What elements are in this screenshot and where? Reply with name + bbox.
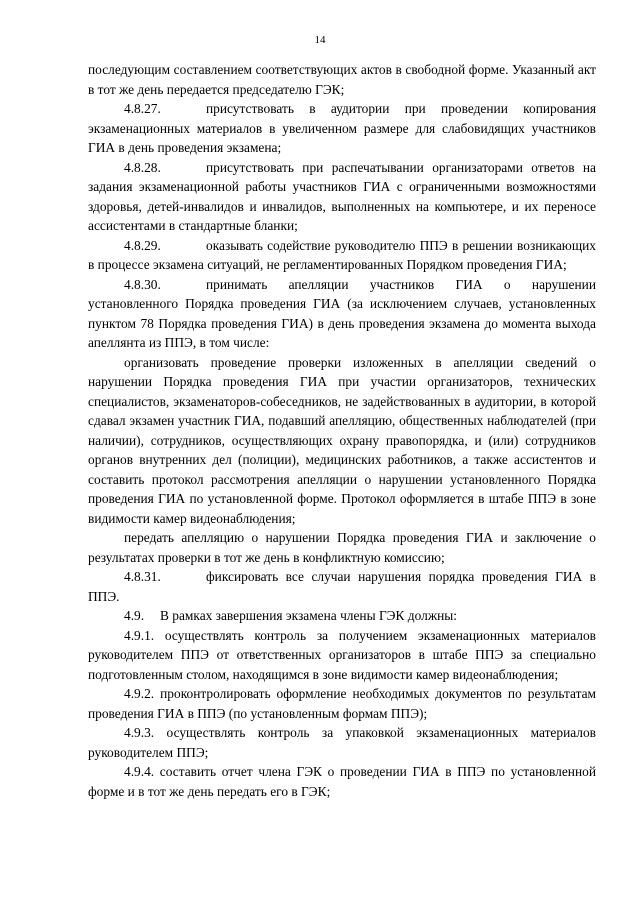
clause-text: принимать апелляции участников ГИА о нарушении установленного Порядка проведения ГИА (за исключением случаев, установленных пунктом 78 Порядка проведения ГИА) в день проведения экзамена до момента выхода апеллянта из ППЭ, в том числе: <box>88 276 596 350</box>
document-body <box>88 60 596 801</box>
paragraph-continuation <box>88 60 596 99</box>
clause-text: фиксировать все случаи нарушения порядка проведения ГИА в ППЭ. <box>88 569 596 604</box>
clause-4-8-31 <box>88 567 596 606</box>
paragraph-text: организовать проведение проверки изложенных в апелляции сведений о нарушении Порядка проведения ГИА при участии организаторов, технических специалистов, экзаменаторов-собеседников, не задействованных в аудитории, в которой сдавал экзамен участник ГИА, подавший апелляцию, общественных наблюдателей (при наличии), сотрудников, осуществляющих охрану правопорядка, и (или) сотрудников органов внутренних дел (полиции), медицинских работников, а также ассистентов и составить протокол рассмотрения апелляции о нарушении установленного Порядка проведения ГИА по установленной форме. Протокол оформляется в штабе ППЭ в зоне видимости камер видеонаблюдения; <box>88 354 596 526</box>
clause-number: 4.8.31. <box>124 569 161 584</box>
clause-text: присутствовать при распечатывании организаторами ответов на задания экзаменационной работы участников ГИА с ограниченными возможностями здоровья, детей-инвалидов и инвалидов, выполненных на компьютере, и их переносе ассистентами в стандартные бланки; <box>88 159 596 233</box>
paragraph-text: 4.9.3. осуществлять контроль за упаковкой экзаменационных материалов руководителем ППЭ; <box>88 725 596 760</box>
sub-item-transfer-appeal <box>88 528 596 567</box>
clause-4-9-3 <box>88 723 596 762</box>
clause-number: 4.8.27. <box>124 101 161 116</box>
clause-4-9 <box>88 606 596 626</box>
clause-4-8-30 <box>88 275 596 353</box>
paragraph-text: передать апелляцию о нарушении Порядка проведения ГИА и заключение о результатах проверки в тот же день в конфликтную комиссию; <box>88 530 596 565</box>
clause-number: 4.8.30. <box>124 276 161 292</box>
clause-text: оказывать содействие руководителю ППЭ в решении возникающих в процессе экзамена ситуаций, не регламентированных Порядком проведения ГИА; <box>88 237 596 272</box>
sub-item-organize-check <box>88 353 596 529</box>
clause-4-8-27 <box>88 99 596 158</box>
clause-4-9-1 <box>88 626 596 685</box>
clause-number: 4.9. <box>124 608 145 623</box>
paragraph-text: 4.9.1. осуществлять контроль за получением экзаменационных материалов руководителем ППЭ от ответственных организаторов в штабе ППЭ за специально подготовленным столом, находящимся в зоне видимости камер видеонаблюдения; <box>88 627 596 682</box>
clause-4-8-28 <box>88 158 596 236</box>
paragraph-text: 4.9.4. составить отчет члена ГЭК о проведении ГИА в ППЭ по установленной форме и в тот же день передать его в ГЭК; <box>88 764 596 799</box>
clause-number: 4.8.29. <box>124 237 161 253</box>
clause-4-9-2 <box>88 684 596 723</box>
paragraph-text: 4.9.2. проконтролировать оформление необходимых документов по результатам проведения ГИА в ППЭ (по установленным формам ППЭ); <box>88 686 596 721</box>
clause-text: В рамках завершения экзамена члены ГЭК должны: <box>160 608 457 623</box>
paragraph-text: последующим составлением соответствующих актов в свободной форме. Указанный акт в тот же день передается председателю ГЭК; <box>88 62 596 97</box>
clause-text: присутствовать в аудитории при проведении копирования экзаменационных материалов в увеличенном размере для слабовидящих участников ГИА в день проведения экзамена; <box>88 101 596 155</box>
page-number: 14 <box>314 34 326 46</box>
clause-number: 4.8.28. <box>124 159 161 175</box>
clause-4-8-29 <box>88 236 596 275</box>
clause-4-9-4 <box>88 762 596 801</box>
